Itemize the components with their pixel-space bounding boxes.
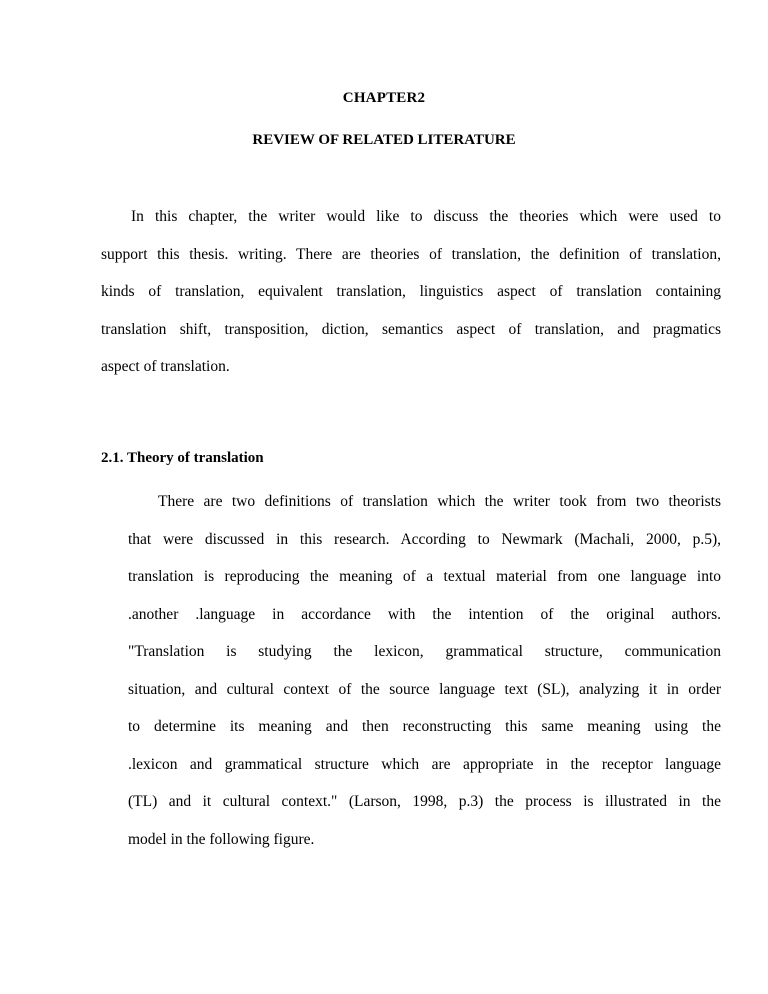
intro-line: translation shift, transposition, diction, semantics aspect of translation, and pragmatics bbox=[101, 320, 721, 338]
section-heading: 2.1. Theory of translation bbox=[101, 450, 264, 466]
chapter-title: CHAPTER2 bbox=[342, 90, 426, 106]
intro-line: support this thesis. writing. There are theories of translation, the definition of translation, bbox=[101, 245, 721, 263]
section-line: translation is reproducing the meaning of a textual material from one language into bbox=[128, 568, 721, 585]
section-line: There are two definitions of translation which the writer took from two theorists bbox=[158, 493, 721, 510]
intro-line: In this chapter, the writer would like to discuss the theories which were used to bbox=[131, 208, 721, 225]
section-line: to determine its meaning and then reconstructing this same meaning using the bbox=[128, 718, 721, 735]
chapter-subtitle: REVIEW OF RELATED LITERATURE bbox=[252, 132, 516, 148]
section-line: .lexicon and grammatical structure which are appropriate in the receptor language bbox=[128, 755, 721, 773]
section-line: (TL) and it cultural context." (Larson, 1998, p.3) the process is illustrated in the bbox=[128, 793, 721, 810]
section-line: .another .language in accordance with the intention of the original authors. bbox=[128, 605, 721, 623]
section-line: model in the following figure. bbox=[128, 830, 315, 848]
section-paragraph bbox=[128, 483, 721, 858]
intro-paragraph bbox=[101, 198, 721, 386]
section-line: situation, and cultural context of the source language text (SL), analyzing it in order bbox=[128, 680, 721, 698]
section-line: "Translation is studying the lexicon, grammatical structure, communication bbox=[128, 643, 721, 660]
intro-line: aspect of translation. bbox=[101, 358, 230, 375]
section-line: that were discussed in this research. According to Newmark (Machali, 2000, p.5), bbox=[128, 530, 721, 548]
intro-line: kinds of translation, equivalent translation, linguistics aspect of translation containing bbox=[101, 283, 721, 300]
